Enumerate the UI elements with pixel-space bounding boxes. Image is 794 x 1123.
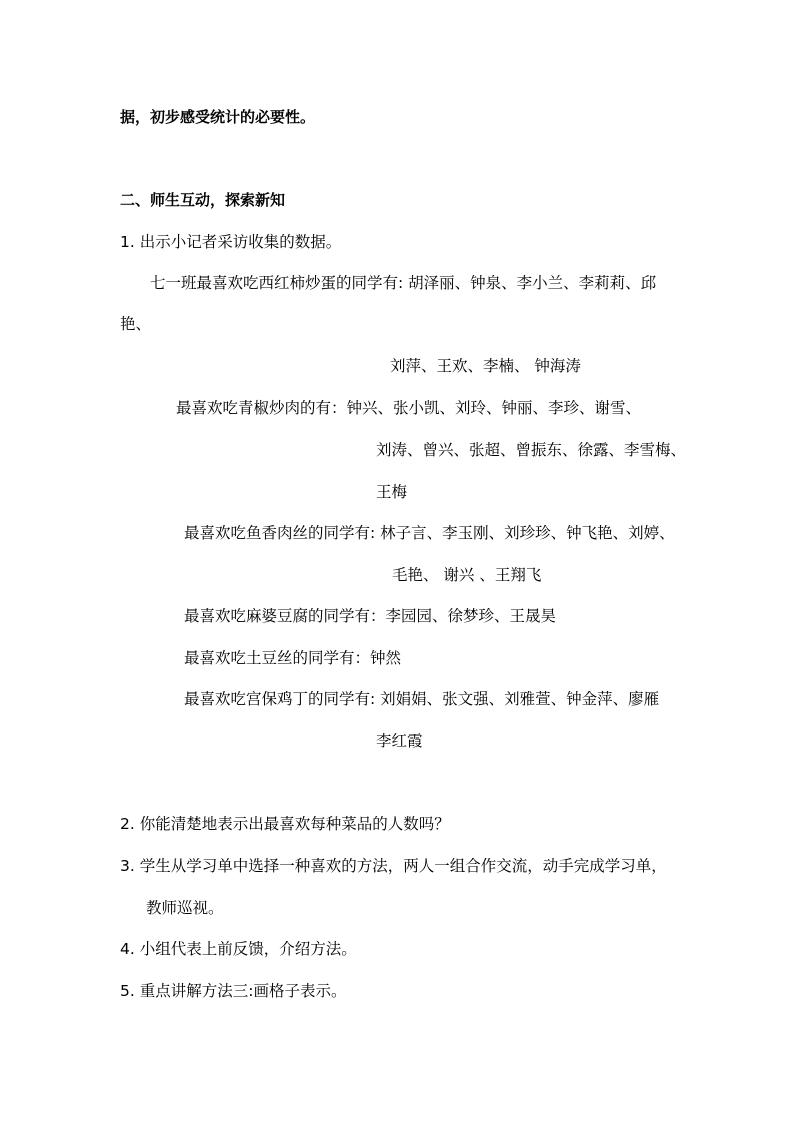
item-1: 1. 出示小记者采访收集的数据。 xyxy=(120,233,342,251)
tomato-students-line-2: 艳、 xyxy=(120,315,152,333)
potato-students-line-1: 最喜欢吃土豆丝的同学有：钟然 xyxy=(184,649,402,667)
fish-students-line-2: 毛艳、 谢兴 、王翔飞 xyxy=(392,566,542,584)
pepper-students-line-1: 最喜欢吃青椒炒肉的有：钟兴、张小凯、刘玲、钟丽、李珍、谢雪、 xyxy=(176,399,642,417)
item-3-line-2: 教师巡视。 xyxy=(146,899,224,917)
intro-tail-text: 据，初步感受统计的必要性。 xyxy=(120,108,316,126)
item-3-line-1: 3. 学生从学习单中选择一种喜欢的方法，两人一组合作交流，动手完成学习单， xyxy=(120,857,667,875)
pepper-students-line-3: 王梅 xyxy=(376,483,408,501)
item-2: 2. 你能清楚地表示出最喜欢每种菜品的人数吗？ xyxy=(120,815,450,833)
tomato-students-line-1: 七一班最喜欢吃西红柿炒蛋的同学有: 胡泽丽、钟泉、李小兰、李莉莉、邱 xyxy=(150,274,657,292)
item-4: 4. 小组代表上前反馈，介绍方法。 xyxy=(120,940,357,958)
fish-students-line-1: 最喜欢吃鱼香肉丝的同学有: 林子言、李玉刚、刘珍珍、钟飞艳、刘婷、 xyxy=(184,524,675,542)
tomato-students-line-3: 刘萍、王欢、李楠、 钟海涛 xyxy=(390,357,581,375)
chicken-students-line-1: 最喜欢吃宫保鸡丁的同学有: 刘娟娟、张文强、刘雅萱、钟金萍、廖雁 xyxy=(184,690,660,708)
item-5: 5. 重点讲解方法三:画格子表示。 xyxy=(120,982,347,1000)
pepper-students-line-2: 刘涛、曾兴、张超、曾振东、徐露、李雪梅、 xyxy=(376,441,687,459)
chicken-students-line-2: 李红霞 xyxy=(376,732,423,750)
tofu-students-line-1: 最喜欢吃麻婆豆腐的同学有：李园园、徐梦珍、王晟昊 xyxy=(184,607,557,625)
section2-heading: 二、师生互动，探索新知 xyxy=(120,191,286,209)
